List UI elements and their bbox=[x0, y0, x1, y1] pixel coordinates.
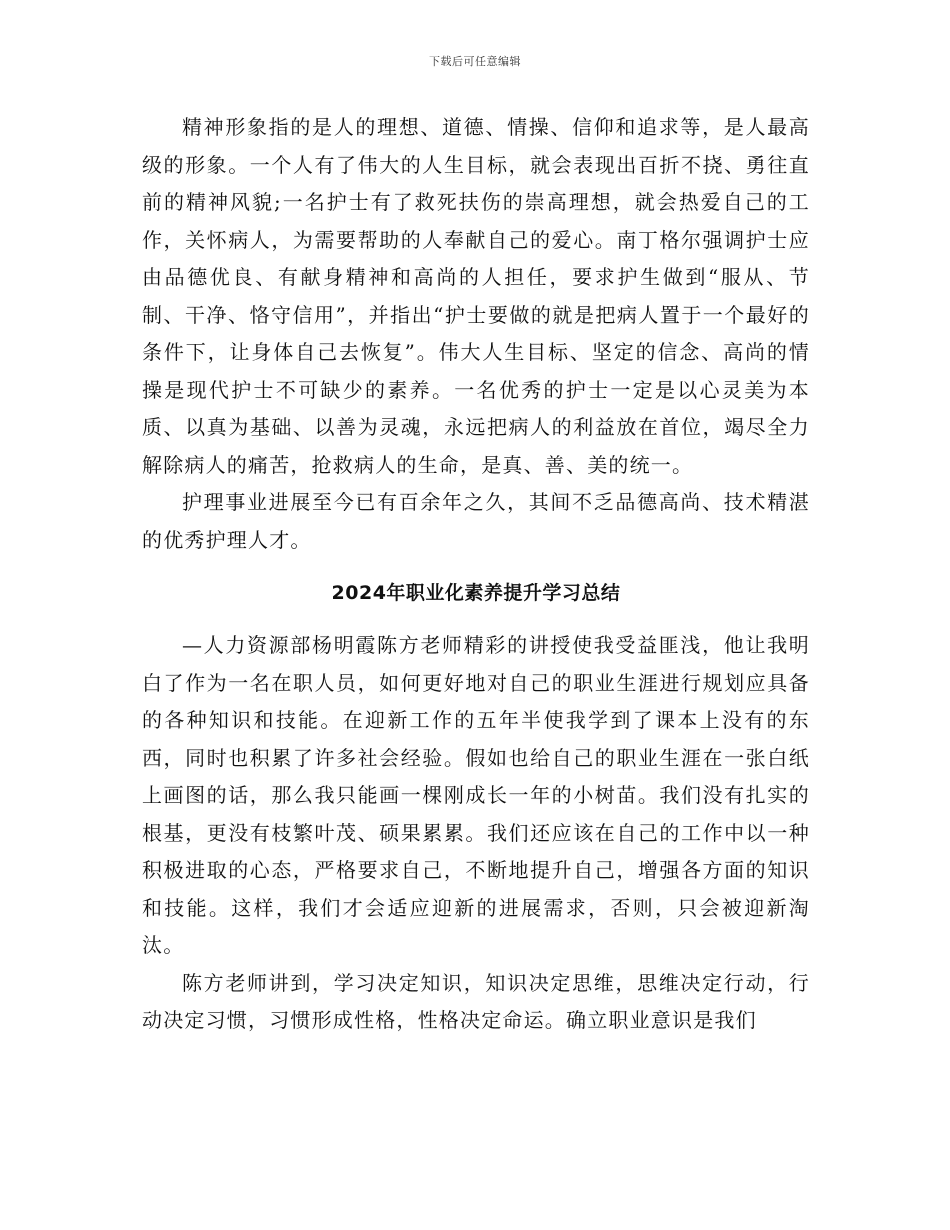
section-title: 2024年职业化素养提升学习总结 bbox=[331, 582, 621, 604]
page-header-note: 下载后可任意编辑 bbox=[429, 55, 521, 68]
paragraph-spiritual-image: 精神形象指的是人的理想、道德、情操、信仰和追求等，是人最高级的形象。一个人有了伟大的人生目标，就会表现出百折不挠、勇往直前的精神风貌;一名护士有了救死扶伤的崇高理想，就会热爱自己的工作，关怀病人，为需要帮助的人奉献自己的爱心。南丁格尔强调护士应由品德优良、有献身精神和高尚的人担任，要求护生做到“服从、节制、干净、恪守信用”，并指出“护士要做的就是把病人置于一个最好的条件下，让身体自己去恢复”。伟大人生目标、坚定的信念、高尚的情操是现代护士不可缺少的素养。一名优秀的护士一定是以心灵美为本质、以真为基础、以善为灵魂，永远把病人的利益放在首位，竭尽全力解除病人的痛苦，抢救病人的生命，是真、善、美的统一。 bbox=[142, 115, 810, 477]
document-body bbox=[142, 109, 810, 1040]
paragraph-nursing-history: 护理事业进展至今已有百余年之久，其间不乏品德高尚、技术精湛的优秀护理人才。 bbox=[142, 490, 810, 552]
paragraph-lecture-summary: —人力资源部杨明霞陈方老师精彩的讲授使我受益匪浅，他让我明白了作为一名在职人员，如何更好地对自己的职业生涯进行规划应具备的各种知识和技能。在迎新工作的五年半使我学到了课本上没有的东西，同时也积累了许多社会经验。假如也给自己的职业生涯在一张白纸上画图的话，那么我只能画一棵刚成长一年的小树苗。我们没有扎实的根基，更没有枝繁叶茂、硕果累累。我们还应该在自己的工作中以一种积极进取的心态，严格要求自己，不断地提升自己，增强各方面的知识和技能。这样，我们才会适应迎新的进展需求，否则，只会被迎新淘汰。 bbox=[142, 633, 810, 957]
paragraph-teacher-quote: 陈方老师讲到，学习决定知识，知识决定思维，思维决定行动，行动决定习惯，习惯形成性格，性格决定命运。确立职业意识是我们 bbox=[142, 970, 810, 1032]
